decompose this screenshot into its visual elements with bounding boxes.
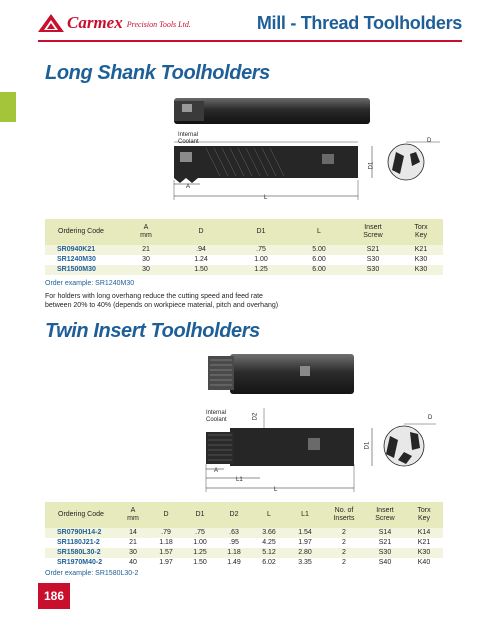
ordering-code: SR1580L30-2 <box>45 548 117 558</box>
table-cell: .79 <box>149 528 183 538</box>
table-cell: 5.00 <box>291 245 347 255</box>
table-cell: 40 <box>129 559 137 566</box>
table-cell: 1.25 <box>231 265 291 275</box>
long-shank-toolholder-diagram <box>160 96 460 204</box>
table-cell: .94 <box>171 245 231 255</box>
internal-coolant-label: Internal Coolant <box>206 410 227 423</box>
ordering-code: SR1970M40-2 <box>57 559 103 566</box>
table-cell: K40 <box>417 559 431 566</box>
brand-name: Carmex <box>67 13 123 32</box>
table-cell: K21 <box>417 539 431 546</box>
table-cell: 1.18 <box>159 539 173 546</box>
column-header: Ordering Code <box>45 502 117 528</box>
long-shank-spec-table <box>45 219 443 275</box>
dimension-d-label: D <box>427 138 432 144</box>
column-header: D2 <box>217 502 251 528</box>
table-cell: S30 <box>347 265 399 275</box>
table-cell: 30 <box>117 548 149 558</box>
page-number: 186 <box>38 583 70 609</box>
column-header: Insert Screw <box>347 219 399 245</box>
page-header-title: Mill - Thread Toolholders <box>256 13 462 33</box>
page-header <box>0 0 480 44</box>
table-cell: 2 <box>323 548 365 558</box>
table-row <box>45 255 443 265</box>
column-header: D1 <box>231 219 291 245</box>
column-header: A mm <box>117 502 149 528</box>
table-cell: 6.02 <box>262 559 276 566</box>
ordering-code: SR0790H14-2 <box>45 528 117 538</box>
column-header: Torx Key <box>405 502 443 528</box>
table-cell: 1.18 <box>217 548 251 558</box>
twin-insert-spec-table <box>45 502 443 568</box>
section-title-twin-insert: Twin Insert Toolholders <box>45 320 260 342</box>
dimension-d-label: D <box>428 415 433 421</box>
column-header: Torx Key <box>399 219 443 245</box>
table-cell: 21 <box>121 245 171 255</box>
table-cell: .75 <box>183 528 217 538</box>
table-cell: 1.24 <box>194 256 208 263</box>
table-cell: 5.12 <box>251 548 287 558</box>
table-cell: K14 <box>405 528 443 538</box>
dimension-a-label: A <box>214 468 219 474</box>
internal-coolant-label: Internal Coolant <box>178 132 199 145</box>
table-row <box>45 245 443 255</box>
carmex-logo <box>38 14 191 32</box>
table-row <box>45 528 443 538</box>
tool-photo-body <box>230 354 354 394</box>
header-divider <box>38 40 462 42</box>
table-cell: .75 <box>231 245 291 255</box>
ordering-code: SR0940K21 <box>45 245 121 255</box>
table-cell: 6.00 <box>291 265 347 275</box>
table-cell: K30 <box>405 548 443 558</box>
section-title-long-shank: Long Shank Toolholders <box>45 62 270 84</box>
dimension-a-label: A <box>186 184 191 190</box>
table-cell: S21 <box>378 539 392 546</box>
dimension-d2-label: D2 <box>252 412 259 421</box>
table-row <box>45 538 443 548</box>
twin-insert-toolholder-diagram <box>190 352 450 494</box>
dimension-d1-label: D1 <box>364 441 371 450</box>
brand-tagline: Precision Tools Ltd. <box>126 20 191 29</box>
table-cell: 14 <box>117 528 149 538</box>
table-cell: 3.66 <box>251 528 287 538</box>
dimension-l1-label: L1 <box>236 477 243 483</box>
section-tab-marker <box>0 92 16 122</box>
table-cell: 1.00 <box>254 256 268 263</box>
table-cell: 21 <box>129 539 137 546</box>
table-cell: K21 <box>399 245 443 255</box>
dimension-l-label: L <box>264 195 268 201</box>
table-cell: 1.50 <box>171 265 231 275</box>
table-cell: 1.50 <box>193 559 207 566</box>
tool-drawing-body <box>230 428 354 466</box>
column-header: Insert Screw <box>365 502 405 528</box>
column-header: L <box>291 219 347 245</box>
ordering-code: SR1500M30 <box>45 265 121 275</box>
overhang-note-line-2: between 20% to 40% (depends on workpiece material, pitch and overhang) <box>45 302 279 309</box>
table-cell: 30 <box>142 256 150 263</box>
overhang-note-line-1: For holders with long overhang reduce the cutting speed and feed rate <box>45 293 263 300</box>
table-cell: K30 <box>399 265 443 275</box>
table-cell: 1.49 <box>227 559 241 566</box>
column-header: D <box>149 502 183 528</box>
table-cell: 30 <box>121 265 171 275</box>
dimension-d1-label: D1 <box>368 161 375 170</box>
table-cell: 1.97 <box>159 559 173 566</box>
column-header: L <box>251 502 287 528</box>
table-header-row <box>45 502 443 528</box>
table-cell: 4.25 <box>262 539 276 546</box>
table-cell: 2.80 <box>287 548 323 558</box>
table-cell: 3.35 <box>298 559 312 566</box>
column-header: Ordering Code <box>45 219 121 245</box>
table-cell: .95 <box>229 539 239 546</box>
column-header: No. of Inserts <box>323 502 365 528</box>
table-cell: 1.00 <box>193 539 207 546</box>
table-cell: S21 <box>347 245 399 255</box>
table-cell: 1.57 <box>149 548 183 558</box>
table-cell: K30 <box>414 256 428 263</box>
table-cell: S40 <box>378 559 392 566</box>
column-header: D1 <box>183 502 217 528</box>
table-row <box>45 265 443 275</box>
carmex-logo-icon <box>38 14 64 32</box>
table-cell: S30 <box>366 256 380 263</box>
order-example-twin-insert: Order example: SR1580L30-2 <box>45 570 139 577</box>
table-cell: 1.97 <box>298 539 312 546</box>
table-cell: 2 <box>342 559 346 566</box>
column-header: A mm <box>121 219 171 245</box>
table-cell: 1.54 <box>287 528 323 538</box>
column-header: L1 <box>287 502 323 528</box>
dimension-l-label: L <box>274 487 278 493</box>
table-cell: S14 <box>365 528 405 538</box>
table-cell: 1.25 <box>183 548 217 558</box>
table-header-row <box>45 219 443 245</box>
table-cell: 2 <box>342 539 346 546</box>
table-cell: 2 <box>323 528 365 538</box>
ordering-code: SR1180J21-2 <box>57 539 100 546</box>
table-cell: S30 <box>365 548 405 558</box>
table-cell: .63 <box>217 528 251 538</box>
column-header: D <box>171 219 231 245</box>
table-row <box>45 548 443 558</box>
table-cell: 6.00 <box>312 256 326 263</box>
ordering-code: SR1240M30 <box>57 256 96 263</box>
order-example-long-shank: Order example: SR1240M30 <box>45 280 135 287</box>
table-row <box>45 558 443 568</box>
